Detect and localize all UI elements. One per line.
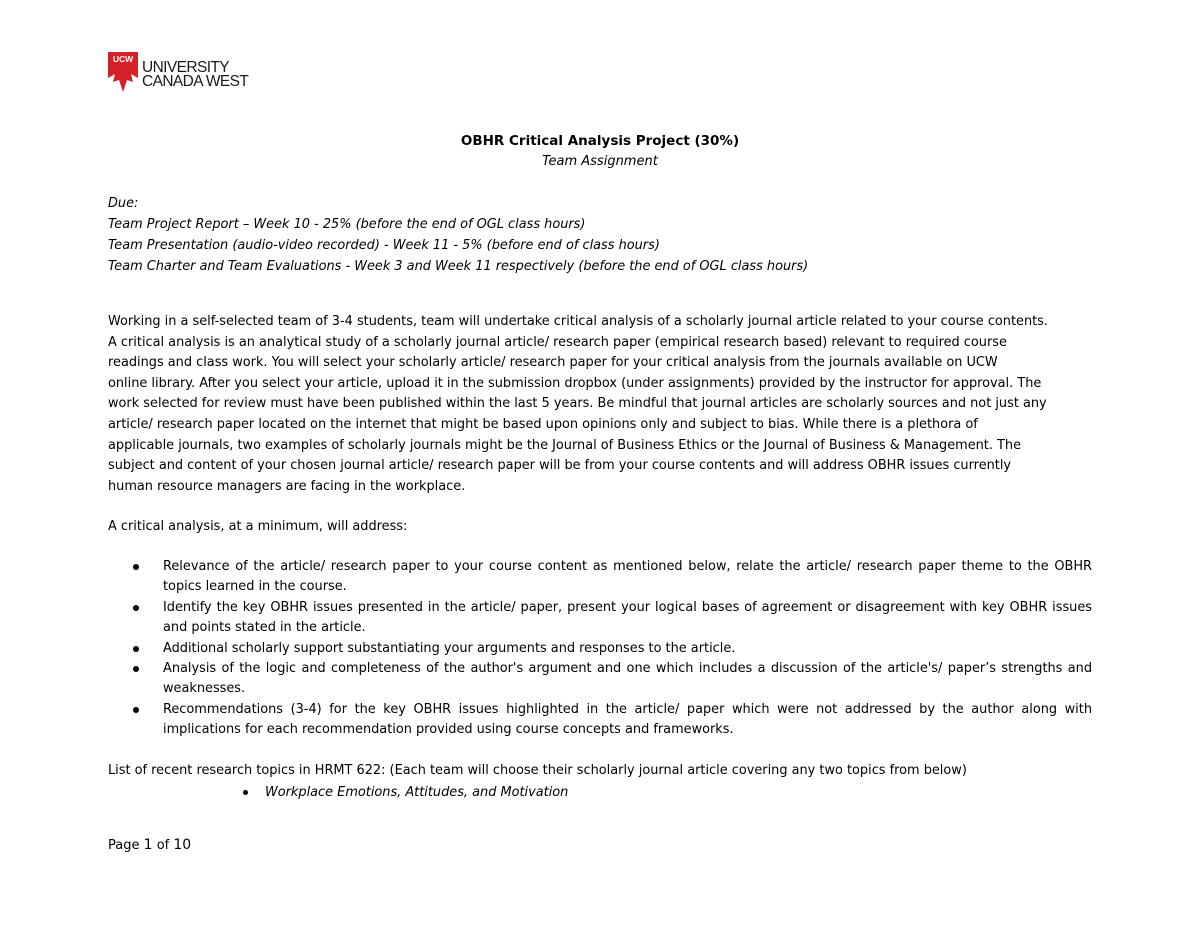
paragraph-line: Working in a self-selected team of 3-4 students, team will undertake critical analysis of a scholarly journal article related to your course contents.: [108, 314, 1048, 329]
logo-line-canada-west: CANADA WEST: [142, 73, 249, 90]
list-item-text: Additional scholarly support substantiating your arguments and responses to the article.: [163, 640, 736, 656]
paragraph-line: A critical analysis is an analytical study of a scholarly journal article/ research paper (empirical research based) relevant to required course: [108, 334, 1007, 350]
document-title: OBHR Critical Analysis Project (30%): [460, 133, 740, 149]
list-item: [108, 598, 1092, 639]
due-label: Due:: [108, 196, 139, 211]
total-pages: 10: [173, 837, 192, 853]
bullet-icon: [133, 646, 139, 652]
bullet-icon: [133, 605, 139, 611]
current-page: 1: [143, 837, 153, 853]
intro-paragraph: [108, 312, 1098, 497]
document-subtitle: Team Assignment: [542, 154, 658, 169]
logo-line-university: UNIVERSITY: [142, 59, 230, 76]
paragraph-line: work selected for review must have been published within the last 5 years. Be mindful that journal articles are scholarly sources and not just any: [108, 396, 1047, 412]
paragraph-line: human resource managers are facing in the workplace.: [108, 478, 466, 494]
maple-leaf-logo-icon: [108, 52, 138, 92]
bullet-icon: [243, 790, 248, 795]
paragraph-line: article/ research paper located on the internet that might be based upon opinions only and subject to bias. While there is a plethora of: [108, 416, 978, 432]
logo-mark-text: UCW: [112, 54, 134, 64]
due-line: Team Presentation (audio-video recorded) - Week 11 - 5% (before end of class hours): [108, 238, 660, 253]
of-word: of: [156, 838, 170, 853]
paragraph-line: subject and content of your chosen journal article/ research paper will be from your course contents and will address OBHR issues currently: [108, 458, 1012, 474]
requirements-list: [108, 557, 1092, 741]
list-item-text: Analysis of the logic and completeness of the author's argument and one which includes a discussion of the article's/ paper’s strengths and weaknesses.: [163, 661, 1092, 697]
page-number: [108, 836, 191, 855]
list-item: [108, 557, 1092, 598]
paragraph-line: readings and class work. You will select your scholarly article/ research paper for your critical analysis from the journals available on UCW: [108, 355, 998, 371]
list-item: [108, 639, 1092, 659]
paragraph-line: applicable journals, two examples of scholarly journals might be the Journal of Business Ethics or the Journal of Business & Management. The: [108, 437, 1022, 453]
due-section: [108, 193, 808, 277]
topics-intro: List of recent research topics in HRMT 622: (Each team will choose their scholarly journal article covering any two topics from below): [108, 763, 967, 778]
list-item-text: Relevance of the article/ research paper to your course content as mentioned below, relate the article/ research paper theme to the OBHR topics learned in the course.: [163, 559, 1092, 595]
due-line: Team Project Report – Week 10 - 25% (before the end of OGL class hours): [108, 217, 586, 232]
bullet-icon: [133, 707, 139, 713]
due-line: Team Charter and Team Evaluations - Week 3 and Week 11 respectively (before the end of OGL class hours): [108, 259, 809, 274]
bullet-icon: [133, 666, 139, 672]
list-item: [108, 659, 1092, 700]
page-word: Page: [108, 838, 140, 853]
bullet-icon: [133, 564, 139, 570]
topic-text: Workplace Emotions, Attitudes, and Motivation: [265, 785, 569, 800]
list-item-text: Identify the key OBHR issues presented in the article/ paper, present your logical bases of agreement or disagreement with key OBHR issues and points stated in the article.: [163, 599, 1092, 636]
logo-wordmark: [142, 61, 248, 89]
list-item: [108, 700, 1092, 741]
list-item-text: Recommendations (3-4) for the key OBHR issues highlighted in the article/ paper which were not addressed by the author along with implications for each recommendation provided using course concepts and frameworks.: [163, 701, 1092, 738]
analysis-lead: A critical analysis, at a minimum, will address:: [108, 519, 408, 534]
university-logo: [108, 52, 278, 94]
topic-item: [243, 783, 568, 803]
paragraph-line: online library. After you select your article, upload it in the submission dropbox (under assignments) provided by the instructor for approval. The: [108, 375, 1042, 391]
